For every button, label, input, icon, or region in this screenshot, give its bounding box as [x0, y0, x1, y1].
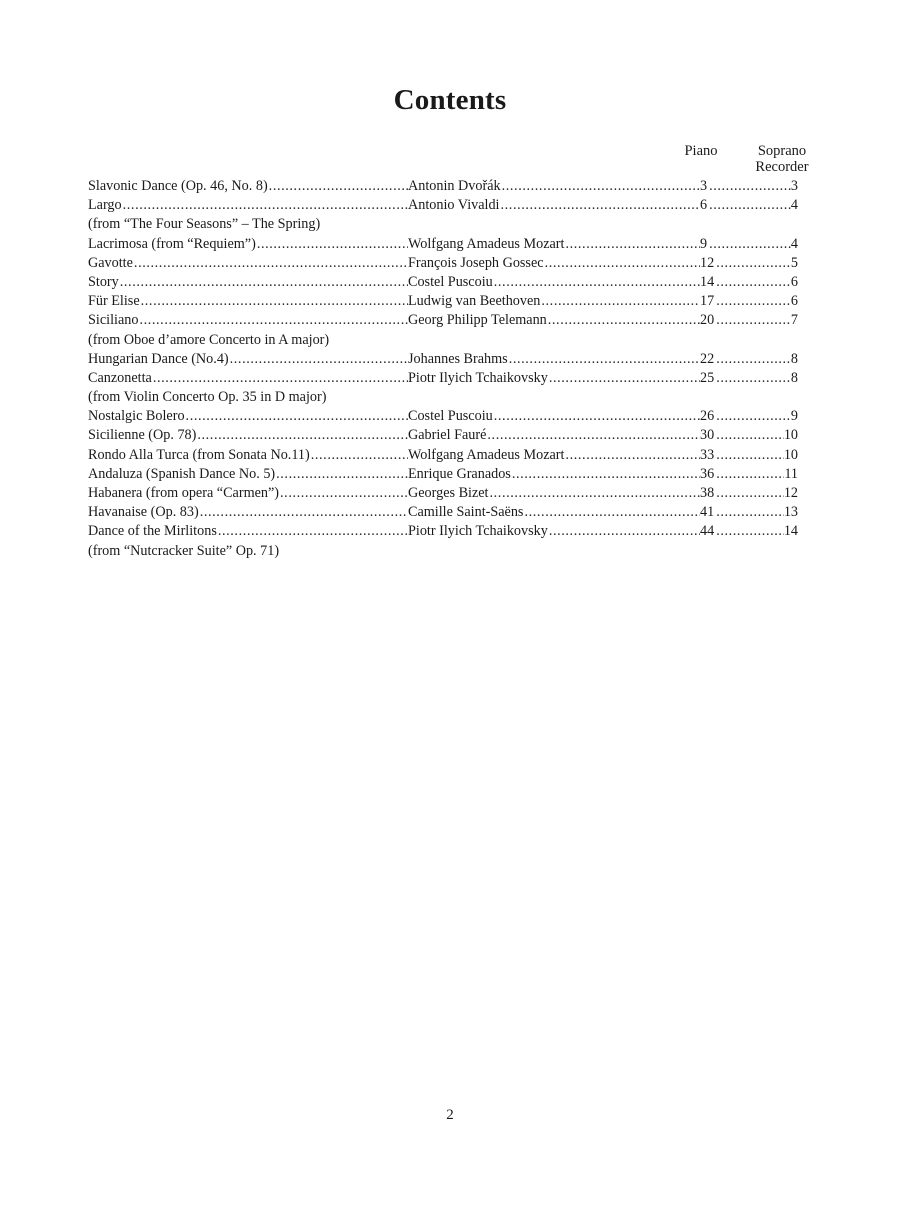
toc-entry-title: Largo: [88, 196, 123, 215]
toc-entry-recorder-page: 4: [790, 235, 798, 252]
toc-entry: [88, 407, 798, 426]
dot-leader: [153, 369, 408, 388]
toc-entry-composer-cell: [408, 503, 700, 522]
toc-entry-page-numbers: [700, 446, 798, 465]
dot-leader: [707, 235, 791, 254]
toc-entry-composer: Georges Bizet: [408, 484, 490, 503]
toc-entry-title-cell: [88, 407, 408, 426]
toc-entry-composer: Camille Saint-Saëns: [408, 503, 524, 522]
toc-entry: [88, 503, 798, 522]
toc-entry-title-cell: [88, 350, 408, 369]
dot-leader: [549, 522, 700, 541]
dot-leader: [120, 273, 408, 292]
toc-entry: [88, 196, 798, 215]
toc-entry-recorder-page: 6: [790, 293, 798, 310]
toc-entry: [88, 311, 798, 330]
toc-entry-title-cell: [88, 254, 408, 273]
toc-entry-composer-cell: [408, 177, 700, 196]
toc-entry-composer: Georg Philipp Telemann: [408, 311, 548, 330]
toc-entry-piano-page: 20: [700, 312, 715, 329]
toc-entry-page-numbers: [700, 177, 798, 196]
toc-entry-piano-page: 14: [700, 273, 715, 290]
dot-leader: [714, 292, 791, 311]
dot-leader: [707, 177, 791, 196]
toc-entry-title-cell: [88, 446, 408, 465]
toc-entry-recorder-page: 8: [790, 369, 798, 386]
toc-entry: [88, 254, 798, 273]
toc-entry-piano-page: 33: [700, 446, 715, 463]
toc-entry: [88, 426, 798, 445]
toc-entry-title: Canzonetta: [88, 369, 153, 388]
dot-leader: [230, 350, 408, 369]
dot-leader: [494, 407, 700, 426]
toc-entry-composer: Antonin Dvořák: [408, 177, 502, 196]
dot-leader: [509, 350, 700, 369]
toc-entry-recorder-page: 12: [783, 485, 798, 501]
dot-leader: [512, 465, 700, 484]
toc-entry: [88, 177, 798, 196]
toc-entry-title: Nostalgic Bolero: [88, 407, 186, 426]
dot-leader: [218, 522, 408, 541]
dot-leader: [257, 235, 408, 254]
toc-entry-piano-page: 30: [700, 427, 715, 444]
toc-entry-recorder-page: 7: [790, 312, 798, 329]
toc-entry-page-numbers: [700, 465, 798, 484]
dot-leader: [490, 484, 700, 503]
toc-entry-title: Havanaise (Op. 83): [88, 503, 200, 522]
toc-entry-page-numbers: [700, 426, 798, 445]
toc-entry-composer-cell: [408, 407, 700, 426]
toc-entry-composer-cell: [408, 465, 700, 484]
toc-entry-title: Hungarian Dance (No.4): [88, 350, 230, 369]
toc-entry-composer-cell: [408, 311, 700, 330]
toc-entry-title-cell: [88, 196, 408, 215]
toc-entry-title-cell: [88, 235, 408, 254]
toc-entry-title: Lacrimosa (from “Requiem”): [88, 235, 257, 254]
dot-leader: [714, 254, 791, 273]
toc-entry-composer-cell: [408, 254, 700, 273]
toc-entry-title: Für Elise: [88, 292, 141, 311]
toc-entry-page-numbers: [700, 254, 798, 273]
dot-leader: [280, 484, 408, 503]
toc-entry-title-cell: [88, 522, 408, 541]
toc-entry-composer: Costel Puscoiu: [408, 407, 494, 426]
dot-leader: [269, 177, 408, 196]
dot-leader: [501, 196, 701, 215]
toc-entry-piano-page: 17: [700, 293, 715, 310]
page-number: 2: [446, 1107, 454, 1123]
dot-leader: [714, 446, 784, 465]
toc-entry-title-cell: [88, 311, 408, 330]
toc-entry-subtitle: (from “The Four Seasons” – The Spring): [88, 216, 321, 233]
toc-entry-composer-cell: [408, 426, 700, 445]
toc-entry-recorder-page: 14: [783, 523, 798, 540]
column-header-recorder-line1: Soprano: [757, 143, 807, 159]
dot-leader: [186, 407, 408, 426]
dot-leader: [707, 196, 791, 215]
toc-entry-composer-cell: [408, 350, 700, 369]
toc-entry-piano-page: 38: [700, 485, 715, 501]
toc-entry-page-numbers: [700, 350, 798, 369]
toc-entry-composer-cell: [408, 484, 700, 503]
toc-entry-title-cell: [88, 292, 408, 311]
dot-leader: [714, 407, 791, 426]
toc-entry-composer: Piotr Ilyich Tchaikovsky: [408, 522, 549, 541]
dot-leader: [549, 369, 700, 388]
toc-entry-recorder-page: 6: [790, 273, 798, 290]
toc-entry-recorder-page: 4: [790, 197, 798, 214]
toc-entry-title: Story: [88, 273, 120, 292]
toc-entry-composer-cell: [408, 446, 700, 465]
toc-entry: [88, 369, 798, 388]
toc-entry: [88, 446, 798, 465]
toc-entry-piano-page: 12: [700, 254, 715, 271]
toc-entry-subtitle: (from “Nutcracker Suite” Op. 71): [88, 542, 280, 559]
toc-entry: [88, 465, 798, 484]
dot-leader: [197, 426, 408, 445]
dot-leader: [714, 522, 784, 541]
dot-leader: [714, 465, 784, 484]
toc-entry-composer-cell: [408, 522, 700, 541]
page-title: Contents: [393, 84, 507, 116]
column-header-soprano-recorder: [748, 143, 816, 175]
toc-entry: [88, 522, 798, 541]
column-header-recorder-line2: Recorder: [755, 159, 809, 175]
dot-leader: [494, 273, 700, 292]
toc-entry-composer-cell: [408, 196, 700, 215]
toc-entry-piano-page: 3: [700, 178, 708, 194]
toc-entry-page-numbers: [700, 484, 798, 503]
dot-leader: [487, 426, 700, 445]
toc-entry-recorder-page: 10: [783, 427, 798, 444]
toc-entry-recorder-page: 11: [784, 465, 798, 482]
toc-entry-title: Andaluza (Spanish Dance No. 5): [88, 465, 276, 484]
toc-entry-page-numbers: [700, 196, 798, 215]
dot-leader: [541, 292, 700, 311]
toc-entry-page-numbers: [700, 311, 798, 330]
toc-entry-title-cell: [88, 273, 408, 292]
toc-entry-piano-page: 6: [700, 197, 708, 214]
toc-entry-composer: François Joseph Gossec: [408, 254, 545, 273]
toc-entry: [88, 292, 798, 311]
dot-leader: [565, 446, 700, 465]
toc-entry-title: Siciliano: [88, 311, 139, 330]
toc-entry-composer-cell: [408, 292, 700, 311]
toc-entry-page-numbers: [700, 235, 798, 254]
dot-leader: [123, 196, 408, 215]
dot-leader: [714, 484, 784, 503]
dot-leader: [200, 503, 408, 522]
dot-leader: [714, 311, 791, 330]
toc-entry-recorder-page: 5: [790, 254, 798, 271]
toc-entry-title: Rondo Alla Turca (from Sonata No.11): [88, 446, 311, 465]
toc-entry-piano-page: 41: [700, 504, 715, 521]
toc-entry-title-cell: [88, 426, 408, 445]
toc-entry-title-cell: [88, 177, 408, 196]
toc-entry-title-cell: [88, 484, 408, 503]
toc-entry-composer: Costel Puscoiu: [408, 273, 494, 292]
dot-leader: [545, 254, 700, 273]
dot-leader: [141, 292, 408, 311]
toc-entry-recorder-page: 8: [790, 350, 798, 367]
toc-entry: [88, 273, 798, 292]
toc-entry-title-cell: [88, 465, 408, 484]
toc-entry-page-numbers: [700, 407, 798, 426]
toc-entry-recorder-page: 10: [783, 446, 798, 463]
toc-entry-piano-page: 44: [700, 523, 715, 540]
dot-leader: [565, 235, 700, 254]
table-of-contents: [88, 177, 798, 561]
dot-leader: [311, 446, 408, 465]
toc-entry-composer: Enrique Granados: [408, 465, 512, 484]
toc-entry-title: Gavotte: [88, 254, 134, 273]
toc-entry-page-numbers: [700, 292, 798, 311]
dot-leader: [714, 273, 791, 292]
dot-leader: [714, 426, 784, 445]
dot-leader: [276, 465, 408, 484]
toc-entry-composer: Johannes Brahms: [408, 350, 509, 369]
toc-entry-recorder-page: 3: [790, 178, 798, 194]
toc-entry-composer-cell: [408, 235, 700, 254]
toc-entry-piano-page: 25: [700, 369, 715, 386]
toc-entry-subtitle: (from Oboe d’amore Concerto in A major): [88, 331, 330, 348]
toc-entry-piano-page: 26: [700, 408, 715, 425]
dot-leader: [548, 311, 700, 330]
toc-entry-title: Dance of the Mirlitons: [88, 522, 218, 541]
dot-leader: [714, 369, 791, 388]
toc-entry-composer: Wolfgang Amadeus Mozart: [408, 446, 565, 465]
dot-leader: [524, 503, 700, 522]
toc-entry: [88, 350, 798, 369]
toc-entry-title: Slavonic Dance (Op. 46, No. 8): [88, 177, 269, 196]
toc-entry-composer-cell: [408, 369, 700, 388]
dot-leader: [714, 350, 791, 369]
toc-entry-page-numbers: [700, 369, 798, 388]
dot-leader: [714, 503, 784, 522]
column-header-piano: Piano: [684, 143, 718, 159]
toc-entry-composer: Gabriel Fauré: [408, 426, 487, 445]
toc-entry-composer-cell: [408, 273, 700, 292]
toc-entry-title-cell: [88, 369, 408, 388]
toc-entry-piano-page: 22: [700, 350, 715, 367]
toc-entry-title-cell: [88, 503, 408, 522]
toc-entry-composer: Ludwig van Beethoven: [408, 292, 541, 311]
toc-entry-page-numbers: [700, 503, 798, 522]
toc-entry-composer: Wolfgang Amadeus Mozart: [408, 235, 565, 254]
toc-entry-recorder-page: 9: [790, 408, 798, 425]
toc-entry-subtitle: (from Violin Concerto Op. 35 in D major): [88, 389, 327, 406]
toc-entry-piano-page: 36: [700, 465, 715, 482]
toc-entry-title: Habanera (from opera “Carmen”): [88, 484, 280, 503]
toc-entry-page-numbers: [700, 273, 798, 292]
toc-entry-piano-page: 9: [700, 235, 708, 252]
toc-entry-page-numbers: [700, 522, 798, 541]
toc-entry: [88, 484, 798, 503]
toc-entry-composer: Piotr Ilyich Tchaikovsky: [408, 369, 549, 388]
toc-entry: [88, 235, 798, 254]
toc-entry-composer: Antonio Vivaldi: [408, 196, 501, 215]
dot-leader: [502, 177, 700, 196]
dot-leader: [134, 254, 408, 273]
dot-leader: [139, 311, 408, 330]
toc-entry-title: Sicilienne (Op. 78): [88, 426, 197, 445]
toc-entry-recorder-page: 13: [783, 504, 798, 521]
